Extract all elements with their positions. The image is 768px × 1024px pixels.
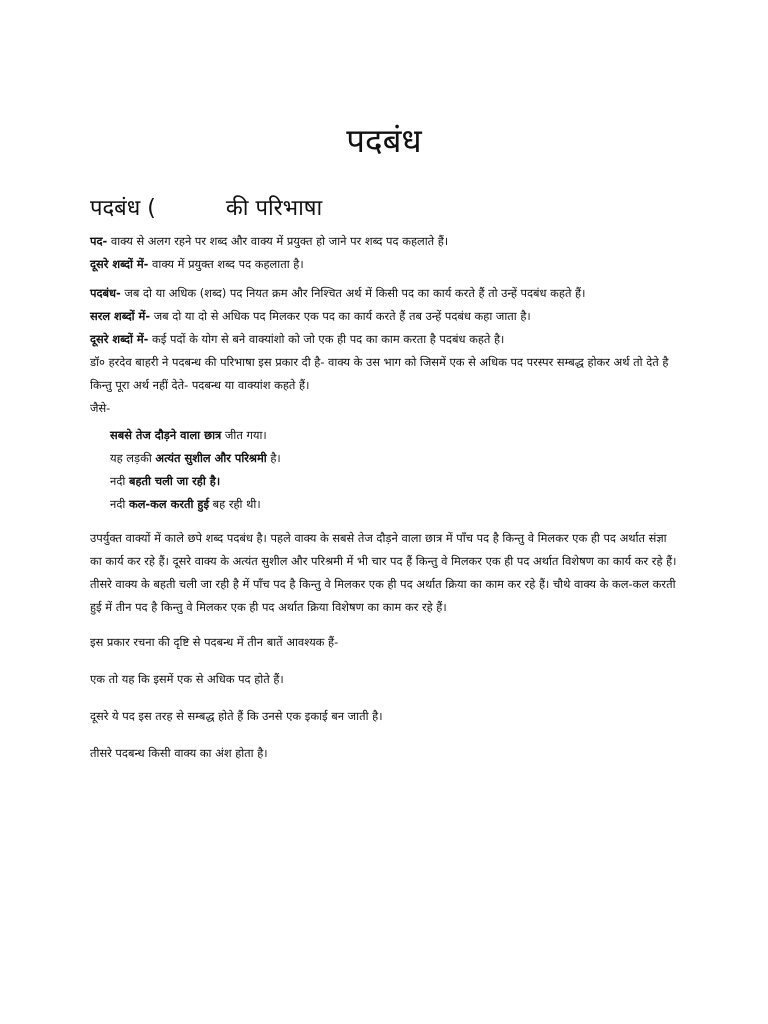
example-item: यह लड़की अत्यंत सुशील और परिश्रमी है। bbox=[110, 451, 281, 465]
paragraph-text: वाक्य से अलग रहने पर शब्द और वाक्य में प्रयुक्त हो जाने पर शब्द पद कहलाते हैं। bbox=[107, 234, 449, 248]
paragraph-three-points-intro: इस प्रकार रचना की दृष्टि से पदबन्ध में तीन बातें आवश्यक हैं- bbox=[90, 635, 339, 649]
example-list bbox=[110, 424, 680, 516]
example-item: नदी कल-कल करती हुई बह रही थी। bbox=[110, 497, 261, 511]
example-item: नदी बहती चली जा रही है। bbox=[110, 474, 221, 488]
paragraph-other-words bbox=[90, 253, 680, 276]
term-label: दूसरे शब्दों में- bbox=[90, 332, 149, 346]
paragraph-pad-definition bbox=[90, 230, 680, 253]
document-body bbox=[90, 230, 680, 765]
section-heading bbox=[90, 192, 322, 226]
paragraph-point-two: दूसरे ये पद इस तरह से सम्बद्ध होते हैं कि उनसे एक इकाई बन जाती है। bbox=[90, 709, 383, 723]
paragraph-point-one: एक तो यह कि इसमें एक से अधिक पद होते हैं। bbox=[90, 672, 284, 686]
paragraph-bahari-definition: डॉ० हरदेव बाहरी ने पदबन्ध की परिभाषा इस प्रकार दी है- वाक्य के उस भाग को जिसमें एक से अधिक पद परस्पर सम्बद्ध होकर अर्थ तो देते है किन्तु पूरा अर्थ नहीं देते- पदबन्ध या वाक्यांश कहते हैं। bbox=[90, 355, 669, 392]
paragraph-explanation: उपर्युक्त वाक्यों में काले छपे शब्द पदबंध है। पहले वाक्य के सबसे तेज दौड़ने वाला छात्र में पाँच पद है किन्तु वे मिलकर एक ही पद अर्थात संज्ञा का कार्य कर रहे हैं। दूसरे वाक्य के अत्यंत सुशील और परिश्रमी में भी चार पद हैं किन्तु वे मिलकर एक ही पद अर्थात विशेषण का कार्य कर रहे हैं। तीसरे वाक्य के बहती चली जा रही है में पाँच पद है किन्तु वे मिलकर एक ही पद अर्थात क्रिया का काम कर रहे हैं। चौथे वाक्य के कल-कल करती हुई में तीन पद है किन्तु वे मिलकर एक ही पद अर्थात क्रिया विशेषण का काम कर रहे हैं। bbox=[90, 531, 677, 614]
term-label: दूसरे शब्दों में- bbox=[90, 257, 149, 271]
section-heading-left: पदबंध ( bbox=[90, 196, 156, 221]
section-heading-right: की परिभाषा bbox=[225, 196, 323, 221]
paragraph-point-three: तीसरे पदबन्ध किसी वाक्य का अंश होता है। bbox=[90, 746, 268, 760]
term-label: पदबंध- bbox=[90, 286, 121, 300]
example-phrase: कल-कल करती हुई bbox=[128, 497, 210, 511]
paragraph-text: जब दो या अधिक (शब्द) पद नियत क्रम और निश्चित अर्थ में किसी पद का कार्य करते हैं तो उन्हें पदबंध कहते हैं। bbox=[120, 286, 586, 300]
term-label: पद- bbox=[90, 234, 108, 248]
paragraph-text: वाक्य में प्रयुक्त शब्द पद कहलाता है। bbox=[148, 257, 304, 271]
paragraph-other-words-2 bbox=[90, 328, 680, 351]
paragraph-text: कई पदों के योग से बने वाक्यांशो को जो एक ही पद का काम करता है पदबंध कहते है। bbox=[148, 332, 505, 346]
term-label: सरल शब्दों में- bbox=[90, 309, 151, 323]
paragraph-for-example: जैसे- bbox=[90, 401, 111, 415]
paragraph-padbandh-definition bbox=[90, 282, 680, 305]
example-phrase: अत्यंत सुशील और परिश्रमी bbox=[155, 451, 267, 465]
paragraph-text: जब दो या दो से अधिक पद मिलकर एक पद का कार्य करते हैं तब उन्हें पदबंध कहा जाता है। bbox=[150, 309, 531, 323]
example-item: सबसे तेज दौड़ने वाला छात्र जीत गया। bbox=[110, 428, 267, 442]
example-phrase: बहती चली जा रही है। bbox=[128, 474, 221, 488]
paragraph-simple-words bbox=[90, 305, 680, 328]
page-title: पदबंध bbox=[346, 121, 422, 160]
example-phrase: सबसे तेज दौड़ने वाला छात्र bbox=[110, 428, 222, 442]
